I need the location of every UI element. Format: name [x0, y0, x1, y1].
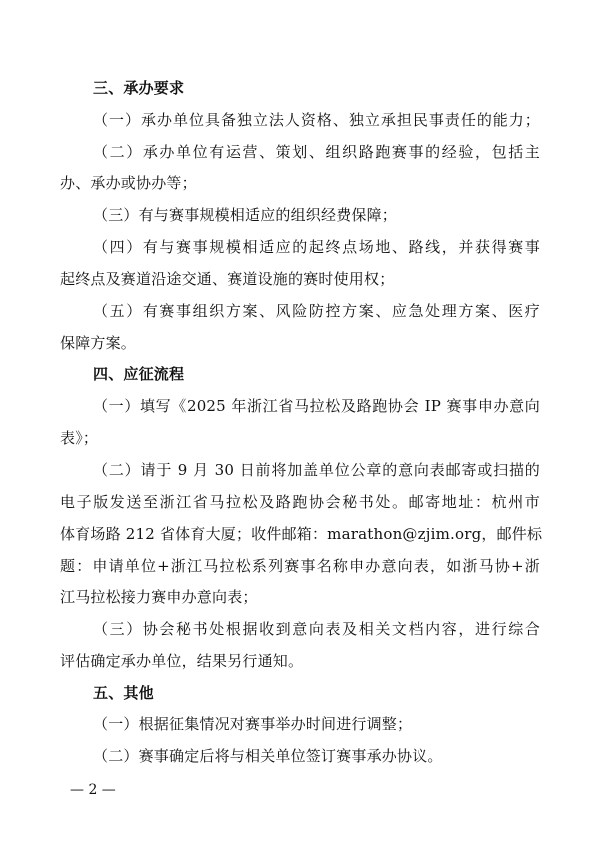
- paragraph-line: （二）承办单位有运营、策划、组织路跑赛事的经验，包括主: [93, 143, 540, 161]
- paragraph-line: 题：申请单位+浙江马拉松系列赛事名称申办意向表，如浙马协+浙: [60, 557, 540, 575]
- paragraph-line: 江马拉松接力赛申办意向表；: [60, 588, 258, 606]
- paragraph-line: 电子版发送至浙江省马拉松及路跑协会秘书处。邮寄地址：杭州市: [60, 493, 540, 511]
- paragraph-line: （一）承办单位具备独立法人资格、独立承担民事责任的能力；: [93, 111, 540, 129]
- paragraph-line: （五）有赛事组织方案、风险防控方案、应急处理方案、医疗: [93, 302, 540, 320]
- paragraph-line: （一）填写《2025 年浙江省马拉松及路跑协会 IP 赛事申办意向: [93, 397, 540, 415]
- paragraph-line: 办、承办或协办等；: [60, 174, 197, 192]
- paragraph-line: （二）赛事确定后将与相关单位签订赛事承办协议。: [93, 747, 443, 765]
- paragraph-line: （三）协会秘书处根据收到意向表及相关文档内容，进行综合: [93, 620, 540, 638]
- paragraph-line: 体育场路 212 省体育大厦；收件邮箱：marathon@zjim.org，邮件标: [60, 525, 543, 543]
- paragraph-line: 保障方案。: [60, 334, 137, 352]
- paragraph-line: （三）有与赛事规模相适应的组织经费保障；: [93, 206, 398, 224]
- page-number: — 2 —: [70, 782, 116, 798]
- paragraph-line: （四）有与赛事规模相适应的起终点场地、路线，并获得赛事: [93, 238, 540, 256]
- section-heading-requirements: 三、承办要求: [93, 79, 185, 97]
- section-heading-process: 四、应征流程: [93, 365, 185, 383]
- paragraph-line: 评估确定承办单位，结果另行通知。: [60, 652, 304, 670]
- paragraph-line: 表》；: [60, 429, 99, 447]
- paragraph-line: （一）根据征集情况对赛事举办时间进行调整；: [93, 715, 413, 733]
- paragraph-line: 起终点及赛道沿途交通、赛道设施的赛时使用权；: [60, 270, 395, 288]
- section-heading-other: 五、其他: [93, 684, 154, 702]
- paragraph-line: （二）请于 9 月 30 日前将加盖单位公章的意向表邮寄或扫描的: [93, 461, 540, 479]
